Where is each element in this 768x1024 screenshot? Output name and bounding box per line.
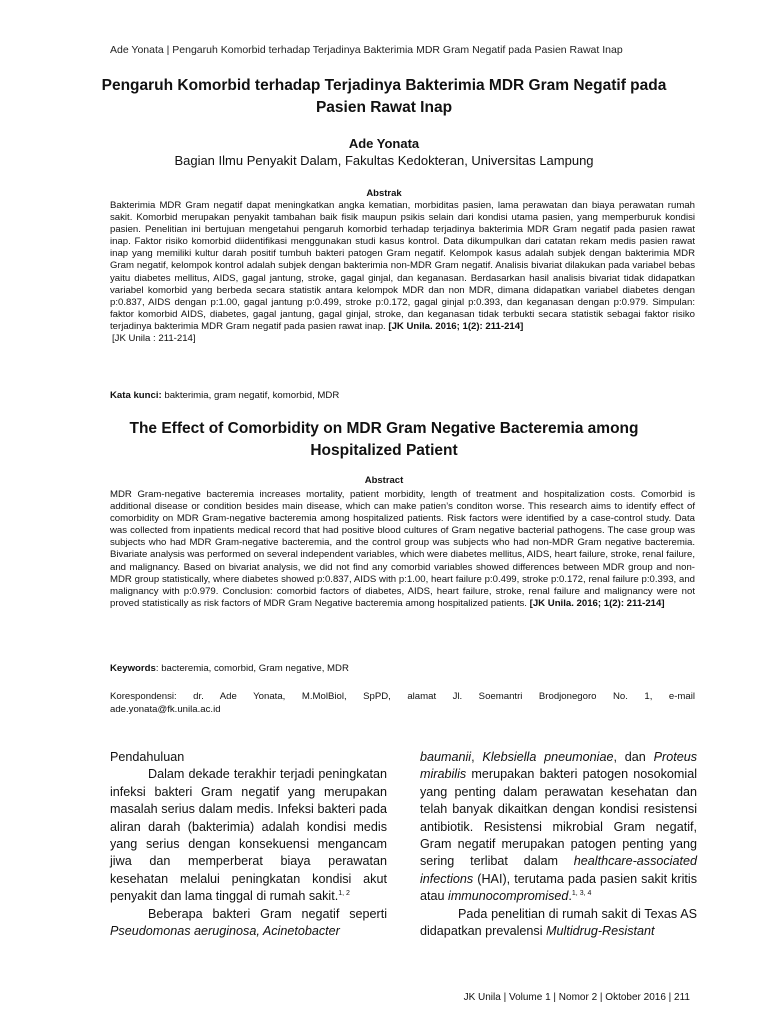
keywords [110,663,349,674]
abstrak-citation-short: [JK Unila : 211-214] [112,333,196,345]
paragraph-1-ref: 1, 2 [338,890,350,898]
abstrak-body [110,200,695,345]
abstract-body [110,489,695,610]
paragraph-1 [110,766,387,905]
term-hai: healthcare-associated infections [420,854,697,886]
term-immuno: immunocompromised [448,889,569,904]
species-a: baumanii [420,750,472,764]
paragraph-continued [420,749,697,906]
keywords-label: Keywords [110,663,156,674]
paragraph-2-species: Pseudomonas aeruginosa, Acinetobacter [110,924,340,939]
kata-kunci-label: Kata kunci: [110,390,162,401]
correspondence [110,690,695,716]
abstract-citation: [JK Unila. 2016; 1(2): 211-214] [529,597,665,609]
page-footer: JK Unila | Volume 1 | Nomor 2 | Oktober 2016 | 211 [463,992,690,1003]
sep-a: , [471,750,483,764]
running-head: Ade Yonata | Pengaruh Komorbid terhadap Terjadinya Bakterimia MDR Gram Negatif pada Pasien Rawat Inap [110,44,623,56]
abstract-text: MDR Gram-negative bacteremia increases mortality, patient morbidity, length of treatment and hospitalization costs. Comorbid is additional disease or condition besides main disease, which can make patien’s conditon worse. This research aims to identify effect of comorbidity on MDR Gram-negative bacteremia among hospitalized patients. Risk factors were identified by a case-control study. Data was collected from inpatients medical record that had positive blood cultures of Gram negative bacterial pathogens. The case group was subjects who had MDR Gram-negative bacteremia, and the control group was subjects who had non-MDR Gram negative bacteremia. Bivariate analysis was performed on several independent variables, which were diabetes mellitus, AIDS, heart failure, stroke, renal failure, and malignancy. Based on bivariat analysis, we did not find any comorbid variables showed differences between MDR group and non-MDR group statistically, where diabetes showed p:0.837, AIDS with p:1.00, heart failure p:0.499, stroke p:0.172, renal failure p:0.393, and malignancy with p:0.979. Conclusion: comorbid factors of diabetes, AIDS, heart failure, stroke, renal failure and malignancy were not proved statistically as risk factors of MDR Gram Negative bacteremia among hospitalized patients. [110,489,695,609]
article-title-indonesian: Pengaruh Komorbid terhadap Terjadinya Bakterimia MDR Gram Negatif pada Pasien Rawat Inap [101,77,667,116]
paragraph-continued-ref: 1, 3, 4 [571,890,592,898]
correspondence-email[interactable]: ade.yonata@fk.unila.ac.id [110,704,221,715]
paragraph-continued-text: merupakan bakteri patogen nosokomial yang penting dalam perawatan kesehatan dan telah banyak dikaitkan dengan kondisi resistensi antibiotik. Resistensi mikrobial Gram negatif, Gram negatif merupakan patogen penting yang sering terlibat dalam [420,767,697,869]
paragraph-2 [110,906,387,941]
body-column-right [420,749,697,940]
author-affiliation: Bagian Ilmu Penyakit Dalam, Fakultas Kedokteran, Universitas Lampung [174,153,594,168]
species-c: Proteus mirabilis [420,750,698,782]
paragraph-continued-end: . [568,889,572,904]
abstrak-citation: [JK Unila. 2016; 1(2): 211-214] [388,320,524,332]
paragraph-continued-text-2: (HAI), terutama pada pasien sakit kritis atau [420,871,697,904]
species-b: Klebsiella pneumoniae [482,750,614,764]
paragraph-3-text: Pada penelitian di rumah sakit di Texas AS didapatkan prevalensi [420,906,697,939]
article-title-english: The Effect of Comorbidity on MDR Gram Negative Bacteremia among Hospitalized Patient [129,420,639,459]
paragraph-1-text: Dalam dekade terakhir terjadi peningkatan infeksi bakteri Gram negatif yang merupakan masalah serius dalam medis. Infeksi bakteri pada aliran darah (bakterimia) adalah kondisi medis yang serius dengan konsekuensi mengancam jiwa dan memperberat biaya perawatan kesehatan melalui peningkatan kondisi akut penyakit dan lama tinggal di rumah sakit. [110,767,387,904]
body-column-left [110,749,387,940]
correspondence-line1: Korespondensi: dr. Ade Yonata, M.MolBiol, SpPD, alamat Jl. Soemantri Brodjonegoro No. 1, e-mail [110,691,695,702]
paragraph-2-text: Beberapa bakteri Gram negatif seperti [148,906,387,921]
paragraph-3 [420,906,697,941]
section-heading-pendahuluan: Pendahuluan [110,750,185,764]
keywords-value: : bacteremia, comorbid, Gram negative, MDR [155,663,349,674]
kata-kunci-value: bakterimia, gram negatif, komorbid, MDR [164,390,340,401]
author-name: Ade Yonata [348,136,420,151]
paragraph-3-term: Multidrug-Resistant [546,924,655,939]
abstrak-text: Bakterimia MDR Gram negatif dapat meningkatkan angka kematian, morbiditas pasien, lama perawatan dan biaya perawatan rumah sakit. Komorbid merupakan penyakit tambahan baik fisik maupun psikis selain dari kondisi utama pasien, yang memperburuk kondisi pasien. Penelitian ini bertujuan mengetahui pengaruh komorbid terhadap terjadinya bakterimia MDR Gram negatif pada pasien rawat inap. Faktor risiko komorbid diidentifikasi menggunakan studi kasus kontrol. Data dikumpulkan dari catatan rekam medis pasien rawat inap yang memiliki kultur darah positif tumbuh bakteri patogen Gram negatif. Kelompok kasus adalah subjek dengan bakterimia MDR Gram negatif, kelompok kontrol adalah subjek dengan bakterimia non-MDR Gram negatif. Analisis bivariat dilakukan pada variabel bebas yaitu diabetes mellitus, AIDS, gagal jantung, stroke, gagal ginjal, dan keganasan. Berdasarkan hasil analisis bivariat tidak didapatkan variabel komorbid yang berbeda secara statistik antara kelompok MDR dan non MDR, dimana didapatkan variabel diabetes dengan p:0.837, AIDS dengan p:1.00, gagal jantung p:0.499, stroke p:0.172, gagal ginjal p:0.393, dan keganasan dengan p:0.979. Simpulan: faktor komorbid AIDS, diabetes, gagal jantung, gagal ginjal, stroke, dan keganasan tidak terbukti secara statistik sebagai faktor risiko terjadinya bakterimia MDR Gram negatif pada pasien rawat inap. [110,200,695,332]
abstract-heading: Abstract [364,475,404,486]
sep-b: , dan [613,750,654,764]
abstrak-heading: Abstrak [366,188,402,199]
kata-kunci [110,390,339,401]
